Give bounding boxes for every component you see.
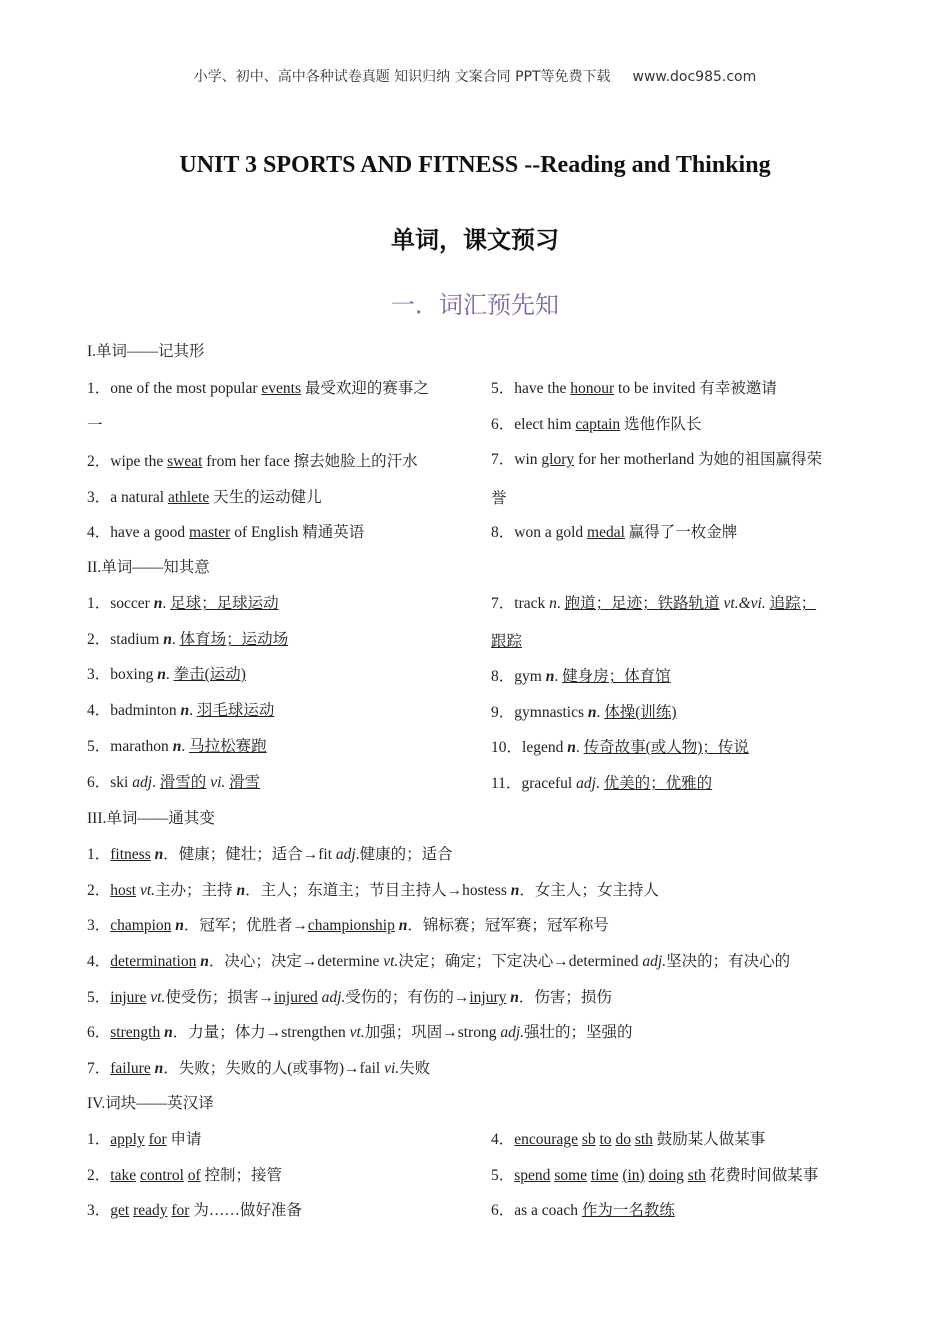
part1-item-cont: 誉 bbox=[491, 490, 507, 507]
part1-item: 8．won a gold medal 赢得了一枚金牌 bbox=[491, 524, 738, 541]
part4-item: 2．take control of 控制；接管 bbox=[87, 1167, 283, 1184]
part3-item: 5．injure vt.使受伤；损害→injured adj.受伤的；有伤的→injury n．伤害；损伤 bbox=[87, 989, 612, 1006]
part3-item: 2．host vt.主办；主持 n．主人；东道主；节目主持人→hostess n．女主人；女主持人 bbox=[87, 882, 659, 899]
part4-item: 4．encourage sb to do sth 鼓励某人做某事 bbox=[491, 1131, 766, 1148]
part2-item: 2．stadium n. 体育场；运动场 bbox=[87, 631, 289, 648]
part4-item: 6．as a coach 作为一名教练 bbox=[491, 1202, 675, 1219]
part3-item: 3．champion n．冠军；优胜者→championship n．锦标赛；冠军赛；冠军称号 bbox=[87, 917, 609, 934]
part1-item: 6．elect him captain 选他作队长 bbox=[491, 416, 702, 433]
part4-heading: IV.词块——英汉译 bbox=[87, 1095, 214, 1112]
part3-item: 7．failure n．失败；失败的人(或事物)→fail vi.失败 bbox=[87, 1060, 431, 1077]
part4-item: 5．spend some time (in) doing sth 花费时间做某事 bbox=[491, 1167, 819, 1184]
part1-item: 3．a natural athlete 天生的运动健儿 bbox=[87, 489, 322, 506]
part2-item: 10．legend n. 传奇故事(或人物)；传说 bbox=[491, 739, 749, 756]
header-url[interactable]: www.doc985.com bbox=[632, 69, 757, 85]
page-header bbox=[0, 66, 950, 86]
page-title: UNIT 3 SPORTS AND FITNESS --Reading and Thinking bbox=[179, 152, 771, 178]
section-heading: 一．词汇预先知 bbox=[391, 291, 559, 319]
part2-item: 7．track n. 跑道；足迹；铁路轨道 vt.&vi. 追踪； bbox=[491, 595, 817, 612]
part4-item: 1．apply for 申请 bbox=[87, 1131, 202, 1148]
part2-item: 11．graceful adj. 优美的；优雅的 bbox=[491, 775, 713, 792]
part1-item: 5．have the honour to be invited 有幸被邀请 bbox=[491, 380, 777, 397]
part2-item: 6．ski adj. 滑雪的 vi. 滑雪 bbox=[87, 774, 261, 791]
part2-item: 8．gym n. 健身房；体育馆 bbox=[491, 668, 671, 685]
part2-item: 3．boxing n. 拳击(运动) bbox=[87, 666, 246, 683]
part1-item: 7．win glory for her motherland 为她的祖国赢得荣 bbox=[491, 451, 823, 468]
part3-item: 6．strength n．力量；体力→strengthen vt.加强；巩固→strong adj.强壮的；坚强的 bbox=[87, 1024, 633, 1041]
part1-item: 1．one of the most popular events 最受欢迎的赛事之 bbox=[87, 380, 429, 397]
part2-item-cont: 跟踪 bbox=[491, 633, 523, 650]
part4-item: 3．get ready for 为……做好准备 bbox=[87, 1202, 302, 1219]
part1-item-cont: 一 bbox=[87, 417, 103, 434]
part3-heading: III.单词——通其变 bbox=[87, 810, 215, 827]
part2-item: 5．marathon n. 马拉松赛跑 bbox=[87, 738, 267, 755]
part1-item: 2．wipe the sweat from her face 擦去她脸上的汗水 bbox=[87, 453, 418, 470]
header-text: 小学、初中、高中各种试卷真题 知识归纳 文案合同 PPT等免费下载 bbox=[193, 69, 611, 85]
page-subtitle: 单词，课文预习 bbox=[391, 226, 559, 254]
part1-item: 4．have a good master of English 精通英语 bbox=[87, 524, 365, 541]
part2-heading: II.单词——知其意 bbox=[87, 559, 210, 576]
part2-item: 9．gymnastics n. 体操(训练) bbox=[491, 704, 677, 721]
part3-item: 4．determination n．决心；决定→determine vt.决定；确定；下定决心→determined adj.坚决的；有决心的 bbox=[87, 953, 791, 970]
part2-item: 1．soccer n. 足球；足球运动 bbox=[87, 595, 279, 612]
part3-item: 1．fitness n．健康；健壮；适合→fit adj.健康的；适合 bbox=[87, 846, 453, 863]
part1-heading: I.单词——记其形 bbox=[87, 343, 205, 360]
part2-item: 4．badminton n. 羽毛球运动 bbox=[87, 702, 275, 719]
